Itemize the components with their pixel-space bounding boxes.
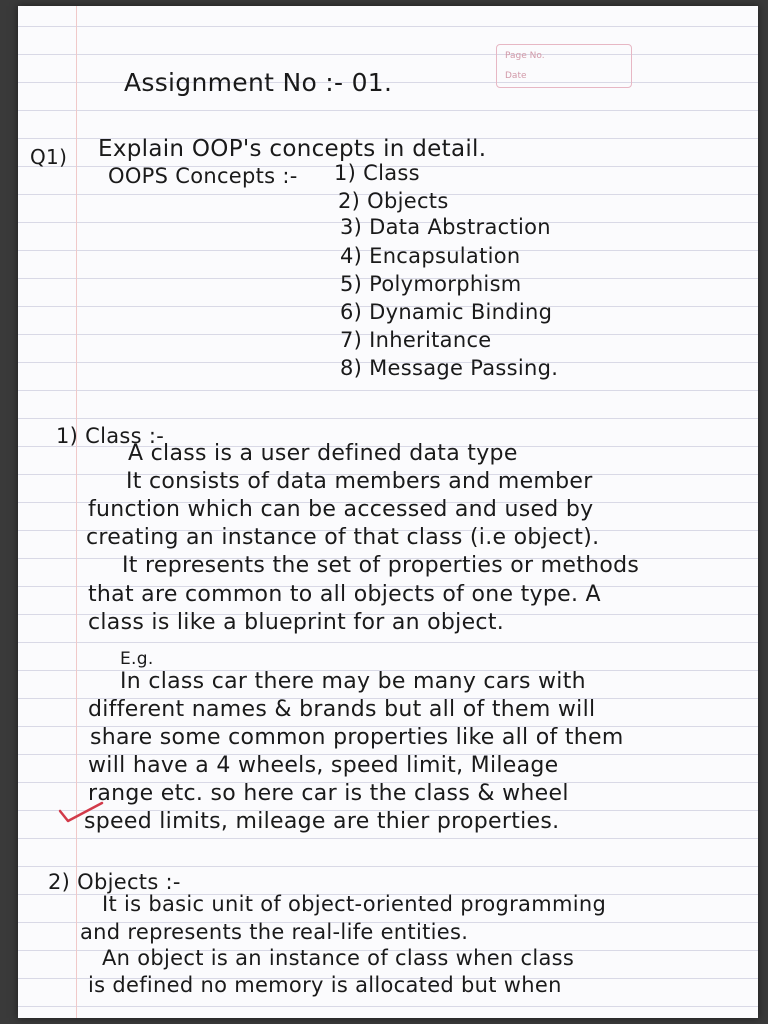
class-line: In class car there may be many cars with xyxy=(120,669,586,694)
concept-item: 2) Objects xyxy=(338,189,449,213)
objects-line: An object is an instance of class when class xyxy=(102,946,575,970)
class-line: A class is a user defined data type xyxy=(128,441,518,466)
objects-line: is defined no memory is allocated but when xyxy=(88,973,562,997)
question-text: Explain OOP's concepts in detail. xyxy=(98,136,487,162)
class-line: E.g. xyxy=(120,649,154,669)
margin-line xyxy=(76,6,77,1018)
notebook-page xyxy=(18,6,758,1018)
concept-item: 1) Class xyxy=(334,161,420,185)
concept-item: 5) Polymorphism xyxy=(340,272,522,296)
concepts-intro: OOPS Concepts :- xyxy=(108,164,298,188)
page-date-box xyxy=(496,44,632,88)
class-heading: 1) Class :- xyxy=(56,424,165,448)
class-line: class is like a blueprint for an object. xyxy=(88,610,505,635)
date-label: Date xyxy=(505,71,527,81)
class-line: creating an instance of that class (i.e object). xyxy=(86,525,600,550)
concept-item: 3) Data Abstraction xyxy=(340,215,551,239)
class-line: It consists of data members and member xyxy=(126,469,593,494)
question-number: Q1) xyxy=(30,145,68,169)
checkmark-icon xyxy=(56,799,106,829)
objects-heading: 2) Objects :- xyxy=(48,870,181,894)
class-line: that are common to all objects of one type. A xyxy=(88,582,601,607)
objects-line: and represents the real-life entities. xyxy=(80,920,469,944)
assignment-title: Assignment No :- 01. xyxy=(124,68,393,97)
page-no-label: Page No. xyxy=(505,51,545,61)
concept-item: 7) Inheritance xyxy=(340,328,492,352)
objects-line: It is basic unit of object-oriented programming xyxy=(102,892,607,916)
class-line: It represents the set of properties or methods xyxy=(122,553,640,578)
class-line: share some common properties like all of them xyxy=(90,725,624,750)
class-line: function which can be accessed and used by xyxy=(88,497,594,522)
class-line: speed limits, mileage are thier properties. xyxy=(84,809,560,834)
concept-item: 8) Message Passing. xyxy=(340,356,559,380)
concept-item: 6) Dynamic Binding xyxy=(340,300,553,324)
class-line: will have a 4 wheels, speed limit, Mileage xyxy=(88,753,559,778)
concept-item: 4) Encapsulation xyxy=(340,244,521,268)
class-line: different names & brands but all of them will xyxy=(88,697,596,722)
class-line: range etc. so here car is the class & wheel xyxy=(88,781,569,806)
